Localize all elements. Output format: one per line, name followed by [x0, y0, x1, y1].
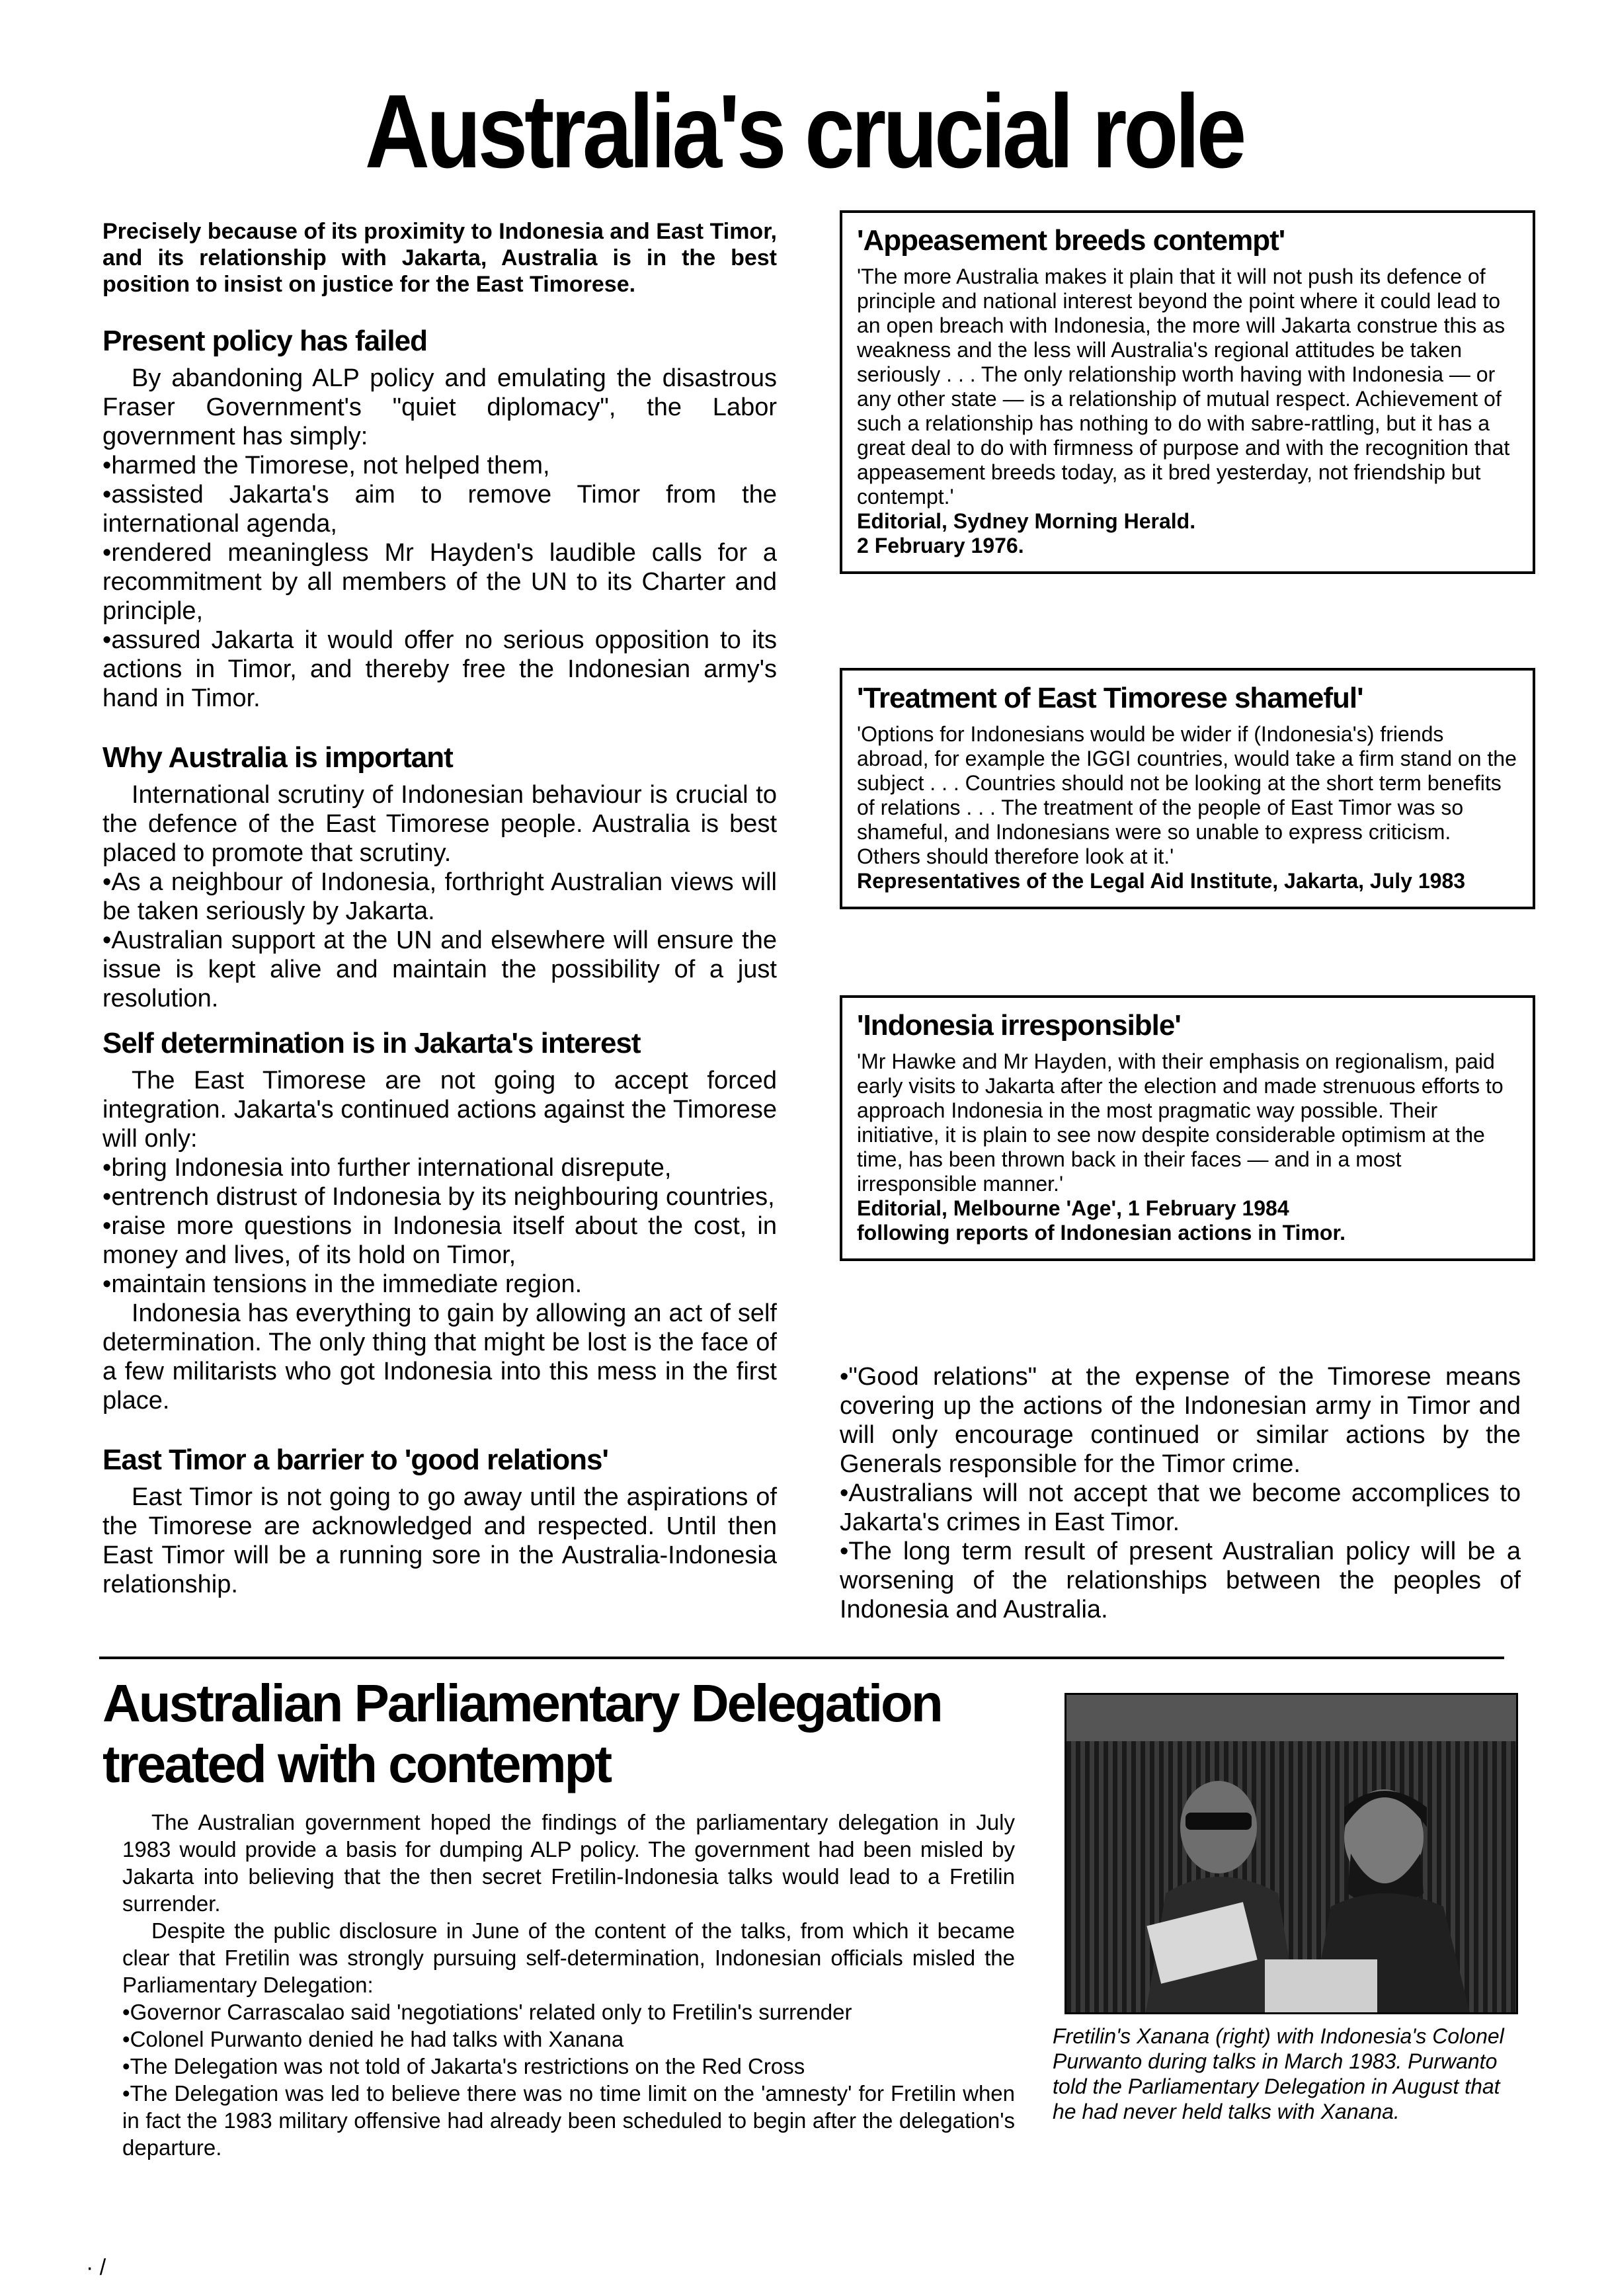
- delegation-paragraph: The Australian government hoped the findings of the parliamentary delegation in July 1983 would provide a basis for dumping ALP policy. The government had been misled by Jakarta into believing that the then secret Fretilin-Indonesia talks would lead to a Fretilin surrender.: [122, 1810, 1015, 1916]
- box-source: Editorial, Sydney Morning Herald.: [857, 509, 1196, 533]
- bullet-item: • The Delegation was not told of Jakarta's restrictions on the Red Cross: [122, 2053, 1015, 2080]
- section-paragraph: International scrutiny of Indonesian behaviour is crucial to the defence of the East Timorese people. Australia is best placed to promote that scrutiny.: [102, 781, 777, 867]
- bullet-item: • entrench distrust of Indonesia by its neighbouring countries,: [102, 1182, 777, 1211]
- bullet-item: • As a neighbour of Indonesia, forthright Australian views will be taken seriously by Jakarta.: [102, 868, 777, 926]
- lead-paragraph: Precisely because of its proximity to Indonesia and East Timor, and its relationship with Jakarta, Australia is in the best position to insist on justice for the East Timorese.: [102, 219, 777, 297]
- box-quote: 'Mr Hawke and Mr Hayden, with their emphasis on regionalism, paid early visits to Jakarta after the election and made strenuous efforts to approach Indonesia in the most pragmatic way possible. Their initiative, it is plain to see now despite considerable optimism at the time, has been thrown back in their faces — and in a most irresponsible manner.': [857, 1049, 1504, 1196]
- section-why-australia: [102, 741, 777, 1013]
- box-source: Editorial, Melbourne 'Age', 1 February 1984: [857, 1196, 1289, 1220]
- delegation-paragraph: Despite the public disclosure in June of the content of the talks, from which it became clear that Fretilin was strongly pursuing self-determination, Indonesian officials misled the Parliamentary Delegation:: [122, 1918, 1015, 1997]
- bullet-item: • raise more questions in Indonesia itself about the cost, in money and lives, of its hold on Timor,: [102, 1211, 777, 1270]
- box-source: Representatives of the Legal Aid Institute, Jakarta, July 1983: [857, 869, 1466, 893]
- bullet-item: • Australian support at the UN and elsewhere will ensure the issue is kept alive and maintain the possibility of a just resolution.: [102, 926, 777, 1013]
- bullet-list: [840, 1362, 1521, 1624]
- bullet-list: [102, 451, 777, 713]
- section-paragraph: By abandoning ALP policy and emulating the disastrous Fraser Government's "quiet diplomacy", the Labor government has simply:: [102, 364, 777, 450]
- quote-box-irresponsible: [840, 995, 1535, 1261]
- section-heading: Why Australia is important: [102, 741, 453, 774]
- bullet-item: • "Good relations" at the expense of the Timorese means covering up the actions of the Indonesian army in Timor and will only encourage continued or similar actions by the Generals responsible for the Timor crime.: [840, 1362, 1521, 1479]
- bullet-item: • bring Indonesia into further international disrepute,: [102, 1153, 777, 1182]
- section-present-policy: [102, 324, 777, 713]
- bullet-item: • assisted Jakarta's aim to remove Timor from the international agenda,: [102, 480, 777, 538]
- photo-illustration: [1066, 1695, 1516, 2012]
- box-heading: 'Treatment of East Timorese shameful': [857, 682, 1363, 714]
- delegation-body: [122, 1809, 1015, 2161]
- bullet-item: • rendered meaningless Mr Hayden's laudible calls for a recommitment by all members of the UN to its Charter and principle,: [102, 538, 777, 626]
- section-paragraph: The East Timorese are not going to accept forced integration. Jakarta's continued actions against the Timorese will only:: [102, 1067, 777, 1153]
- bullet-item: • Colonel Purwanto denied he had talks with Xanana: [122, 2026, 1015, 2053]
- bullet-item: • maintain tensions in the immediate region.: [102, 1270, 777, 1299]
- section-heading: East Timor a barrier to 'good relations': [102, 1444, 608, 1476]
- section-heading: Self determination is in Jakarta's interest: [102, 1027, 641, 1059]
- section-paragraph: East Timor is not going to go away until the aspirations of the Timorese are acknowledged and respected. Until then East Timor will be a running sore in the Australia-Indonesia relationship.: [102, 1483, 777, 1598]
- box-heading: 'Indonesia irresponsible': [857, 1009, 1181, 1042]
- bullet-item: • harmed the Timorese, not helped them,: [102, 451, 777, 480]
- section-barrier: [102, 1443, 777, 1599]
- section-paragraph: Indonesia has everything to gain by allowing an act of self determination. The only thing that might be lost is the face of a few militarists who got Indonesia into this mess in the first place.: [102, 1299, 777, 1414]
- bullet-list: [102, 868, 777, 1013]
- quote-box-treatment: [840, 668, 1535, 909]
- bullet-item: • The Delegation was led to believe there was no time limit on the 'amnesty' for Fretilin when in fact the 1983 military offensive had already been scheduled to begin after the delegation's departure.: [122, 2080, 1015, 2161]
- box-source-note: following reports of Indonesian actions in Timor.: [857, 1221, 1346, 1245]
- delegation-title: [102, 1673, 1028, 1795]
- bullet-item: • Governor Carrascalao said 'negotiations' related only to Fretilin's surrender: [122, 1998, 1015, 2026]
- box-quote: 'The more Australia makes it plain that it will not push its defence of principle and national interest beyond the point where it could lead to an open breach with Indonesia, the more will Jakarta construe this as weakness and the less will Australia's regional attitudes be taken seriously . . . The only relationship worth having with Indonesia — or any other state — is a relationship of mutual respect. Achievement of such a relationship has nothing to do with sabre-rattling, but it has a great deal to do with firmness of purpose and with the recognition that appeasement breeds today, as it bred yesterday, not friendship but contempt.': [857, 265, 1510, 509]
- section-heading: Present policy has failed: [102, 325, 427, 357]
- bullet-item: • assured Jakarta it would offer no serious opposition to its actions in Timor, and thereby free the Indonesian army's hand in Timor.: [102, 626, 777, 713]
- right-bullets: [840, 1362, 1521, 1624]
- talks-photo: [1065, 1693, 1518, 2014]
- delegation-title-line: Australian Parliamentary Delegation: [102, 1674, 942, 1733]
- bullet-list: [102, 1153, 777, 1299]
- page-title: Australia's crucial role: [364, 73, 1244, 190]
- bullet-list: [122, 1998, 1015, 2161]
- box-quote: 'Options for Indonesians would be wider if (Indonesia's) friends abroad, for example the IGGI countries, would take a firm stand on the subject . . . Countries should not be looking at the short term benefits of relations . . . The treatment of the people of East Timor was so shameful, and Indonesians were so unable to express criticism. Others should therefore look at it.': [857, 722, 1517, 868]
- photo-caption: Fretilin's Xanana (right) with Indonesia's Colonel Purwanto during talks in March 1983. Purwanto told the Parliamentary Delegation in August that he had never held talks with Xanana.: [1053, 2024, 1504, 2123]
- bullet-item: • The long term result of present Australian policy will be a worsening of the relationships between the peoples of Indonesia and Australia.: [840, 1537, 1521, 1624]
- footer-marks: · /: [86, 2255, 106, 2280]
- delegation-title-line: treated with contempt: [102, 1735, 611, 1793]
- box-source-date: 2 February 1976.: [857, 534, 1024, 557]
- left-column: [102, 218, 777, 1627]
- quote-box-appeasement: [840, 210, 1535, 574]
- box-heading: 'Appeasement breeds contempt': [857, 224, 1285, 257]
- section-divider: [99, 1657, 1504, 1659]
- bullet-item: • Australians will not accept that we become accomplices to Jakarta's crimes in East Timor.: [840, 1479, 1521, 1537]
- section-self-determination: [102, 1026, 777, 1415]
